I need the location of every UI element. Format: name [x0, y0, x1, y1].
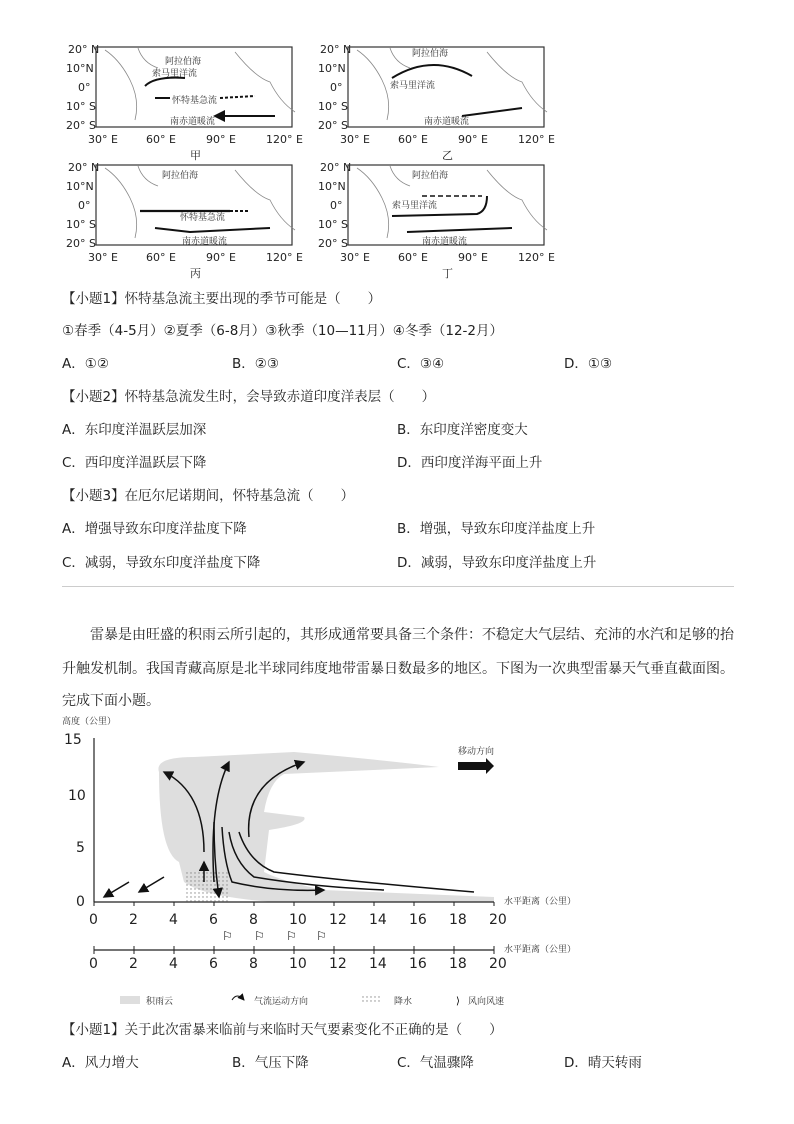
svg-text:10: 10 [68, 788, 86, 804]
question-4-title: 【小题1】关于此次雷暴来临前与来临时天气要素变化不正确的是（ ） [62, 1022, 503, 1038]
question-2-title: 【小题2】怀特基急流发生时，会导致赤道印度洋表层（ ） [62, 389, 436, 405]
x-tick-label-2: 4 [169, 956, 178, 972]
precipitation [184, 870, 229, 902]
x-axis-label-2: 水平距离（公里） [504, 945, 577, 955]
question-3-title: 【小题3】在厄尔尼诺期间，怀特基急流（ ） [62, 488, 355, 504]
lat-label: 10°N [66, 62, 94, 75]
svg-text:10°N: 10°N [318, 180, 346, 193]
q4-option-b[interactable]: B．气压下降 [232, 1055, 309, 1071]
svg-text:10°N: 10°N [66, 180, 94, 193]
q3-option-c[interactable]: C．减弱，导致东印度洋盐度下降 [62, 555, 261, 571]
svg-text:20° N: 20° N [68, 161, 100, 174]
svg-text:30° E: 30° E [340, 133, 370, 146]
x-tick-label-2: 2 [129, 956, 138, 972]
intro-line-3: 完成下面小题。 [62, 693, 160, 709]
map-bing [60, 156, 310, 286]
svg-text:10° S: 10° S [318, 100, 348, 113]
intro-line-1: 雷暴是由旺盛的积雨云所引起的，其形成通常要具备三个条件：不稳定大气层结、充沛的水汽和足够的抬 [90, 627, 734, 643]
thunderstorm-diagram [54, 712, 614, 1012]
svg-text:120° E: 120° E [266, 251, 303, 264]
x-tick-label-2: 14 [369, 956, 387, 972]
svg-text:30° E: 30° E [88, 133, 118, 146]
x-tick-label: 14 [369, 912, 387, 928]
svg-text:阿拉伯海: 阿拉伯海 [412, 171, 449, 181]
q3-option-d[interactable]: D．减弱，导致东印度洋盐度上升 [397, 555, 597, 571]
svg-text:0: 0 [76, 894, 85, 910]
svg-text:15: 15 [64, 732, 82, 748]
q1-option-b[interactable]: B．②③ [232, 356, 279, 372]
svg-text:移动方向: 移动方向 [458, 747, 495, 757]
legend-cloud-swatch [120, 996, 140, 1004]
legend-cloud: 积雨云 [146, 997, 174, 1007]
x-tick-label: 4 [169, 912, 178, 928]
svg-text:⚐: ⚐ [286, 929, 297, 943]
x-tick-label-2: 10 [289, 956, 307, 972]
legend-precip: 降水 [394, 997, 413, 1007]
svg-text:10°N: 10°N [318, 62, 346, 75]
q2-option-a[interactable]: A．东印度洋温跃层加深 [62, 422, 207, 438]
lat-label: 20° N [68, 43, 100, 56]
svg-text:阿拉伯海: 阿拉伯海 [412, 49, 449, 59]
legend-airflow: 气流运动方向 [254, 997, 309, 1007]
svg-text:索马里洋流: 索马里洋流 [392, 201, 438, 211]
q2-option-d[interactable]: D．西印度洋海平面上升 [397, 455, 543, 471]
svg-text:0°: 0° [330, 81, 343, 94]
svg-text:索马里洋流: 索马里洋流 [152, 69, 198, 79]
svg-text:30° E: 30° E [340, 251, 370, 264]
svg-text:⟩: ⟩ [456, 996, 460, 1007]
legend-wind: 风向风速 [468, 997, 505, 1007]
q1-option-c[interactable]: C．③④ [397, 356, 445, 372]
svg-text:30° E: 30° E [88, 251, 118, 264]
map-caption: 乙 [442, 149, 453, 162]
svg-text:120° E: 120° E [518, 251, 555, 264]
map-caption: 丙 [190, 267, 201, 280]
q4-option-d[interactable]: D．晴天转雨 [564, 1055, 642, 1071]
lat-label: 20° S [66, 119, 96, 132]
x-tick-label: 16 [409, 912, 427, 928]
svg-text:阿拉伯海: 阿拉伯海 [162, 171, 199, 181]
svg-text:90° E: 90° E [458, 251, 488, 264]
x-tick-label: 10 [289, 912, 307, 928]
divider [62, 586, 734, 587]
svg-text:5: 5 [76, 840, 85, 856]
move-direction-arrow [458, 758, 494, 774]
x-tick-label-2: 18 [449, 956, 467, 972]
svg-text:60° E: 60° E [398, 133, 428, 146]
x-tick-label-2: 6 [209, 956, 218, 972]
map-ding [312, 156, 562, 286]
svg-text:南赤道暖流: 南赤道暖流 [422, 237, 468, 247]
lat-label: 0° [78, 81, 91, 94]
svg-text:阿拉伯海: 阿拉伯海 [165, 57, 202, 67]
svg-text:90° E: 90° E [206, 133, 236, 146]
svg-text:10° S: 10° S [66, 218, 96, 231]
intro-line-2: 升触发机制。我国青藏高原是北半球同纬度地带雷暴日数最多的地区。下图为一次典型雷暴天气垂直截面图。 [62, 661, 734, 677]
svg-text:90° E: 90° E [206, 251, 236, 264]
x-tick-label-2: 12 [329, 956, 347, 972]
question-1-seasons: ①春季（4-5月）②夏季（6-8月）③秋季（10—11月）④冬季（12-2月） [62, 323, 504, 339]
svg-text:60° E: 60° E [146, 133, 176, 146]
svg-text:60° E: 60° E [398, 251, 428, 264]
x-tick-label-2: 20 [489, 956, 507, 972]
question-1-title: 【小题1】怀特基急流主要出现的季节可能是（ ） [62, 291, 382, 307]
x-tick-label: 6 [209, 912, 218, 928]
q2-option-c[interactable]: C．西印度洋温跃层下降 [62, 455, 207, 471]
map-jia [60, 38, 310, 168]
q3-option-a[interactable]: A．增强导致东印度洋盐度下降 [62, 521, 247, 537]
q4-option-c[interactable]: C．气温骤降 [397, 1055, 474, 1071]
svg-text:20° S: 20° S [318, 119, 348, 132]
x-tick-label: 2 [129, 912, 138, 928]
x-tick-label: 20 [489, 912, 507, 928]
y-axis-label: 高度（公里） [62, 717, 117, 727]
x-tick-label: 0 [89, 912, 98, 928]
svg-text:60° E: 60° E [146, 251, 176, 264]
q4-option-a[interactable]: A．风力增大 [62, 1055, 139, 1071]
svg-text:20° N: 20° N [320, 43, 352, 56]
svg-text:20° N: 20° N [320, 161, 352, 174]
q2-option-b[interactable]: B．东印度洋密度变大 [397, 422, 528, 438]
svg-text:20° S: 20° S [318, 237, 348, 250]
svg-text:120° E: 120° E [518, 133, 555, 146]
svg-text:索马里洋流: 索马里洋流 [390, 81, 436, 91]
x-tick-label-2: 0 [89, 956, 98, 972]
svg-text:南赤道暖流: 南赤道暖流 [182, 237, 228, 247]
q3-option-b[interactable]: B．增强，导致东印度洋盐度上升 [397, 521, 596, 537]
svg-text:⚐: ⚐ [222, 929, 233, 943]
q1-option-a[interactable]: A．①② [62, 356, 109, 372]
svg-text:南赤道暖流: 南赤道暖流 [170, 117, 216, 127]
svg-text:90° E: 90° E [458, 133, 488, 146]
map-caption: 甲 [190, 149, 201, 162]
svg-text:怀特基急流: 怀特基急流 [172, 96, 218, 106]
svg-text:⚐: ⚐ [316, 929, 327, 943]
svg-text:怀特基急流: 怀特基急流 [180, 213, 226, 223]
x-tick-label: 12 [329, 912, 347, 928]
x-tick-label: 18 [449, 912, 467, 928]
svg-text:0°: 0° [330, 199, 343, 212]
svg-text:0°: 0° [78, 199, 91, 212]
svg-text:10° S: 10° S [318, 218, 348, 231]
x-tick-label: 8 [249, 912, 258, 928]
map-yi [312, 38, 562, 168]
svg-text:⚐: ⚐ [254, 929, 265, 943]
x-axis-label: 水平距离（公里） [504, 897, 577, 907]
q1-option-d[interactable]: D．①③ [564, 356, 613, 372]
x-tick-label-2: 8 [249, 956, 258, 972]
svg-text:120° E: 120° E [266, 133, 303, 146]
map-caption: 丁 [442, 267, 453, 280]
svg-text:20° S: 20° S [66, 237, 96, 250]
svg-text:南赤道暖流: 南赤道暖流 [424, 117, 470, 127]
lat-label: 10° S [66, 100, 96, 113]
x-tick-label-2: 16 [409, 956, 427, 972]
